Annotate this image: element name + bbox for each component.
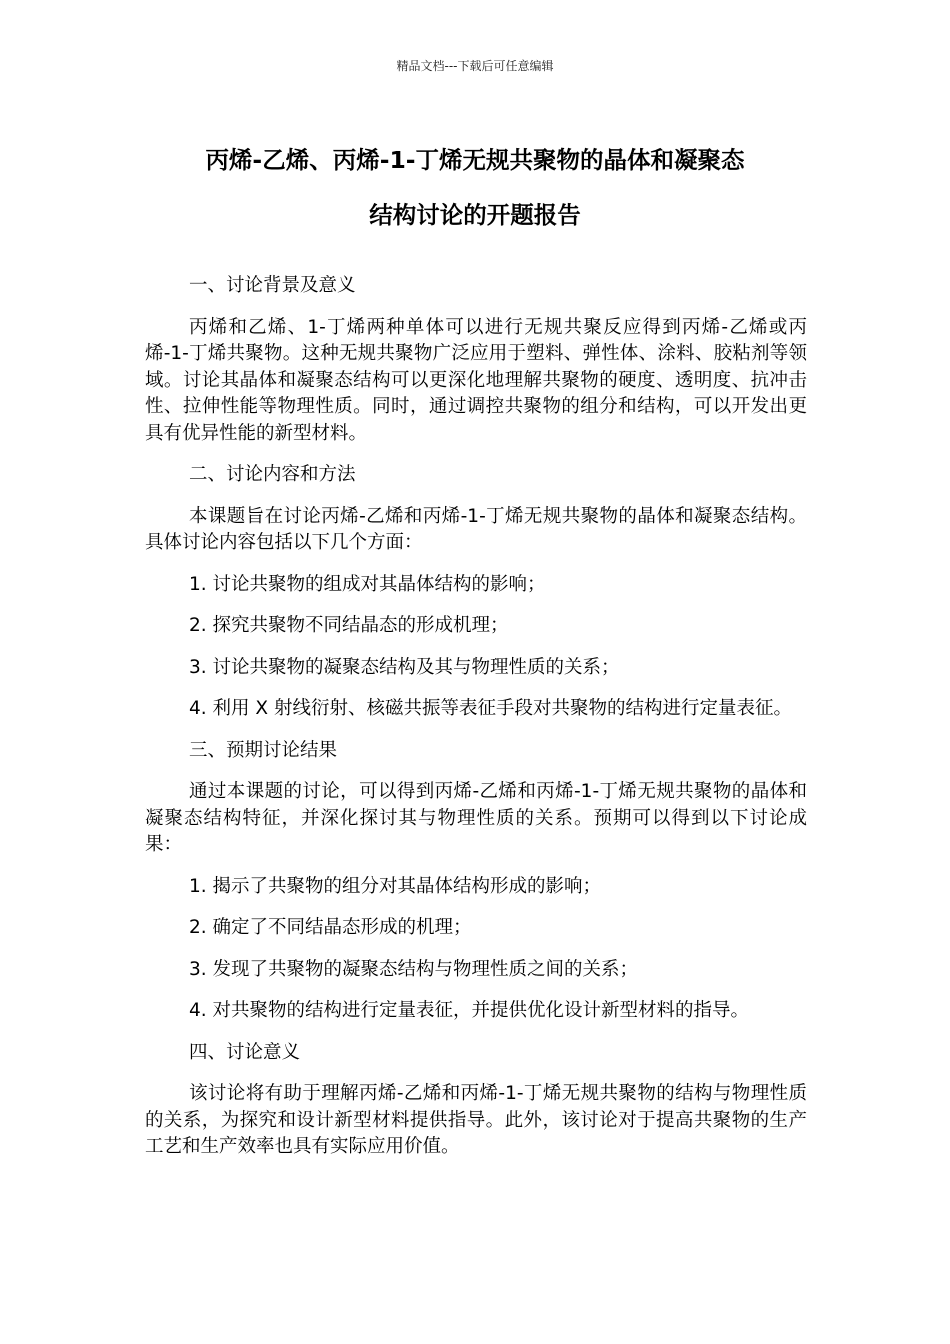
list-item: 4. 利用 X 射线衍射、核磁共振等表征手段对共聚物的结构进行定量表征。 — [189, 698, 792, 719]
section-heading-significance: 四、讨论意义 — [189, 1041, 301, 1063]
document-title-line-2: 结构讨论的开题报告 — [369, 201, 581, 229]
list-item: 3. 讨论共聚物的凝聚态结构及其与物理性质的关系； — [189, 656, 620, 678]
list-item: 1. 讨论共聚物的组成对其晶体结构的影响； — [189, 573, 546, 595]
list-item: 1. 揭示了共聚物的组分对其晶体结构形成的影响； — [189, 875, 602, 897]
section-heading-content-methods: 二、讨论内容和方法 — [189, 464, 356, 485]
section-paragraph-significance: 该讨论将有助于理解丙烯-乙烯和丙烯-1-丁烯无规共聚物的结构与物理性质的关系，为探究和设计新型材料提供指导。此外，该讨论对于提高共聚物的生产工艺和生产效率也具有实际应用价值。 — [145, 1083, 807, 1157]
list-item: 2. 确定了不同结晶态形成的机理； — [189, 917, 472, 938]
document-body — [145, 273, 807, 1176]
list-item: 4. 对共聚物的结构进行定量表征，并提供优化设计新型材料的指导。 — [189, 1000, 750, 1021]
header-note: 精品文档---下载后可任意编辑 — [396, 59, 554, 73]
section-paragraph-content-methods: 本课题旨在讨论丙烯-乙烯和丙烯-1-丁烯无规共聚物的晶体和凝聚态结构。具体讨论内容包括以下几个方面： — [145, 505, 807, 553]
list-item: 3. 发现了共聚物的凝聚态结构与物理性质之间的关系； — [189, 958, 639, 980]
list-item: 2. 探究共聚物不同结晶态的形成机理； — [189, 615, 509, 636]
document-title-line-1: 丙烯-乙烯、丙烯-1-丁烯无规共聚物的晶体和凝聚态 — [205, 146, 745, 174]
section-paragraph-expected-results: 通过本课题的讨论，可以得到丙烯-乙烯和丙烯-1-丁烯无规共聚物的晶体和凝聚态结构特征，并深化探讨其与物理性质的关系。预期可以得到以下讨论成果： — [145, 781, 807, 855]
section-heading-background: 一、讨论背景及意义 — [189, 275, 356, 296]
section-heading-expected-results: 三、预期讨论结果 — [189, 739, 338, 761]
section-paragraph-background: 丙烯和乙烯、1-丁烯两种单体可以进行无规共聚反应得到丙烯-乙烯或丙烯-1-丁烯共聚物。这种无规共聚物广泛应用于塑料、弹性体、涂料、胶粘剂等领域。讨论其晶体和凝聚态结构可以更深化地理解共聚物的硬度、透明度、抗冲击性、拉伸性能等物理性质。同时，通过调控共聚物的组分和结构，可以开发出更具有优异性能的新型材料。 — [145, 316, 807, 444]
